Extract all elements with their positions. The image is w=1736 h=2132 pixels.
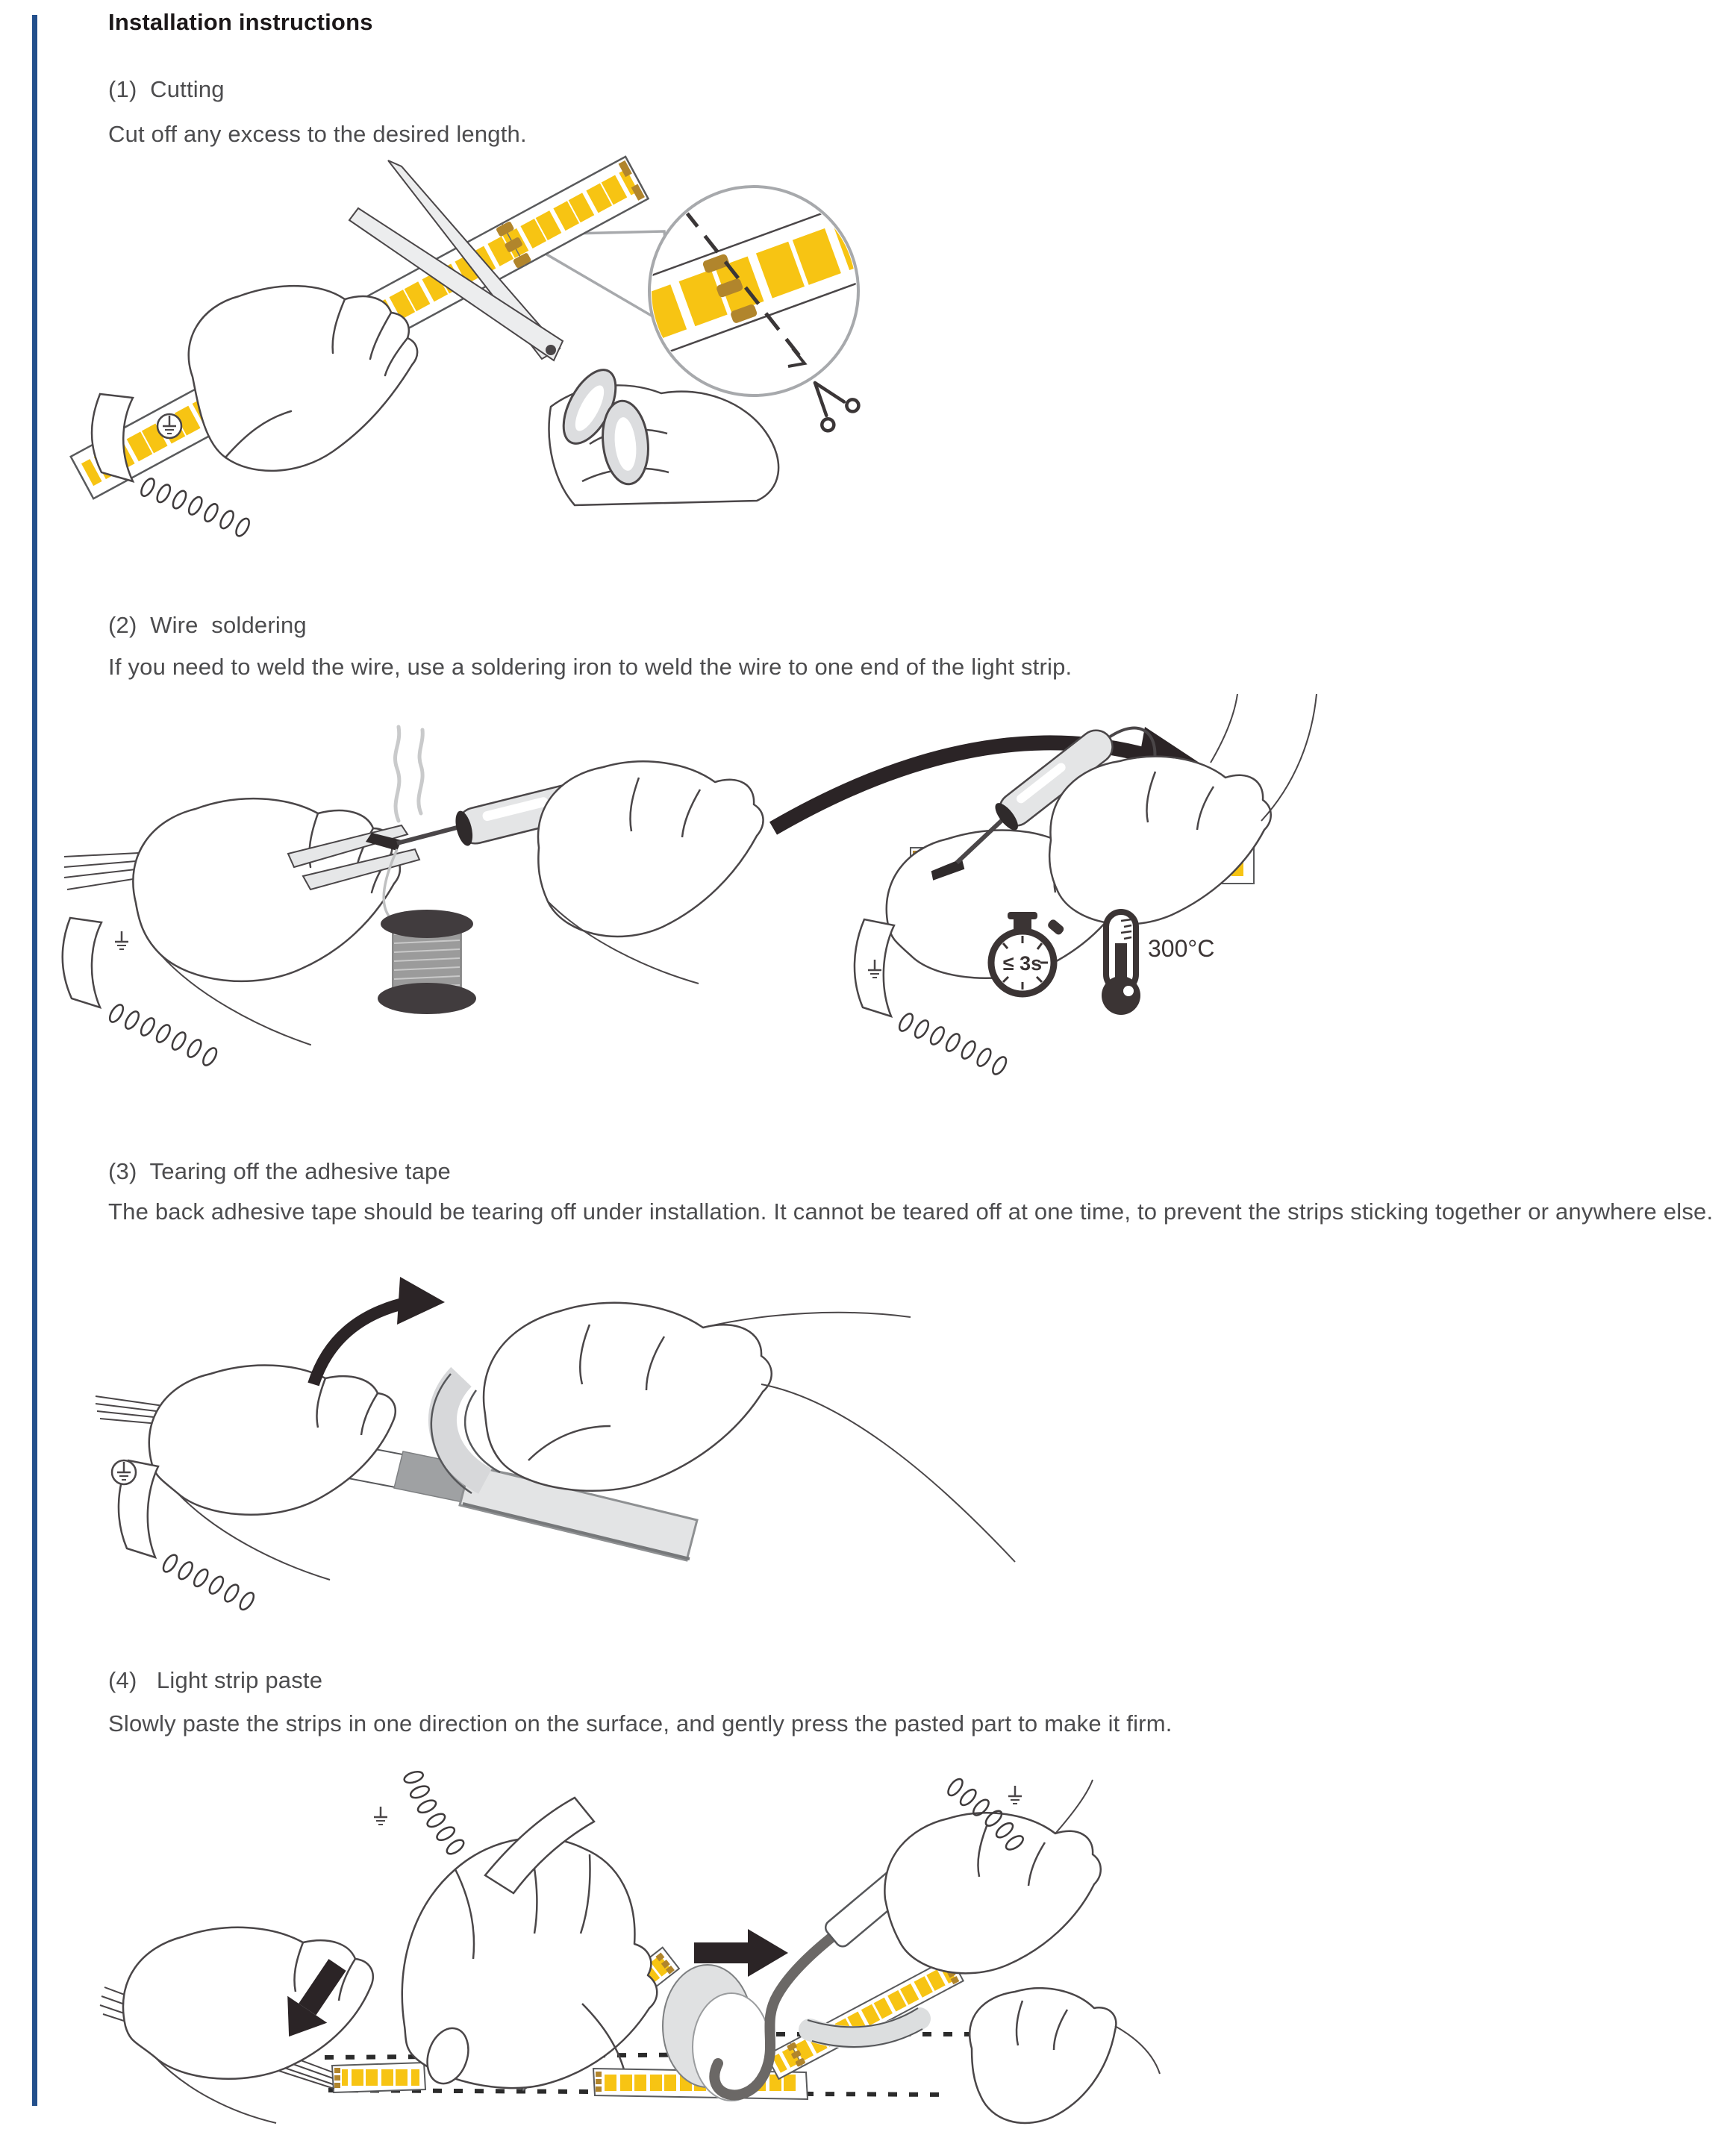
step1-body: Cut off any excess to the desired length. [108, 121, 527, 147]
led-strip [332, 2063, 425, 2092]
ground-strap-icon [112, 1460, 136, 1484]
thermometer-temp-label: 300°C [1148, 935, 1215, 962]
smoke [395, 727, 422, 821]
hand-pressing-strip [402, 1838, 657, 2089]
stopwatch-time-label: ≤ 3s [1002, 952, 1043, 975]
hand-holding-strip [189, 286, 417, 471]
step4-body: Slowly paste the strips in one direction on the surface, and gently press the pasted part to make it firm. [108, 1710, 1173, 1736]
step3-body: The back adhesive tape should be tearing off under installation. It cannot be teared off at one time, to prevent the strips sticking together or anywhere else. [108, 1198, 1714, 1225]
ground-strap-icon [157, 414, 181, 438]
illustration-tearing-tape [67, 1272, 1112, 1623]
hand-bottom-right [970, 1988, 1160, 2123]
illustration-cutting [67, 160, 1052, 511]
hand-holding-wire [123, 1928, 373, 2123]
step1-heading: (1) Cutting [108, 76, 225, 102]
hand-holding-roller [884, 1780, 1100, 1973]
thermometer-icon [1102, 912, 1214, 1015]
page-title: Installation instructions [108, 9, 373, 35]
step4-heading: (4) Light strip paste [108, 1667, 323, 1693]
hand-holding-iron [538, 761, 764, 984]
step2-heading: (2) Wire soldering [108, 612, 307, 638]
step2-body: If you need to weld the wire, use a soldering iron to weld the wire to one end of the light strip. [108, 654, 1072, 680]
illustration-wire-soldering [64, 694, 1706, 1060]
curved-arrow [313, 1277, 445, 1384]
hand-holding-iron [1049, 694, 1317, 925]
step3-heading: (3) Tearing off the adhesive tape [108, 1158, 451, 1184]
accent-bar [31, 15, 39, 2106]
illustration-paste [67, 1780, 1127, 2132]
